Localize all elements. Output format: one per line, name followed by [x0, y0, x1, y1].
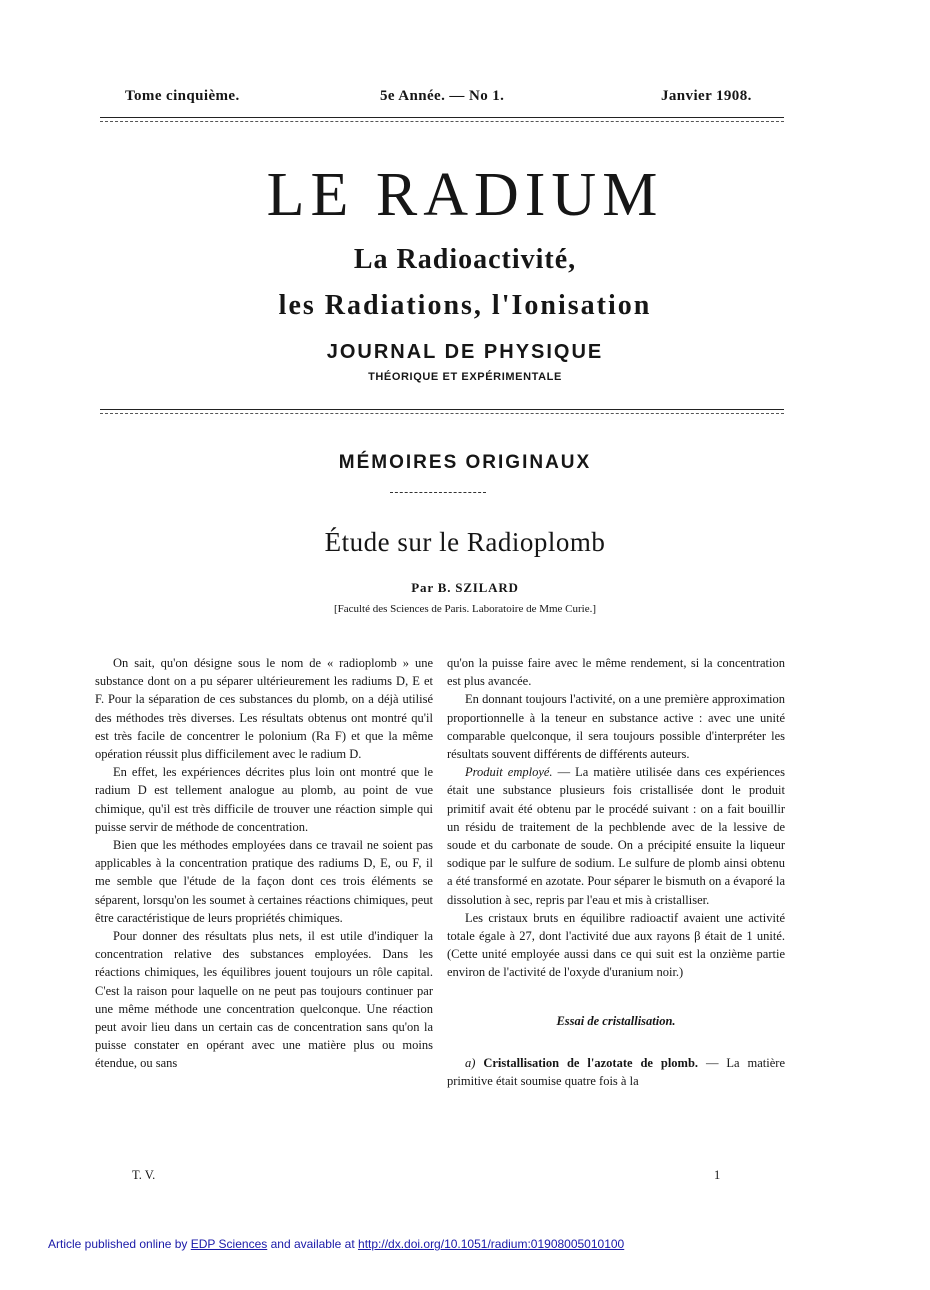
paragraph [447, 763, 785, 909]
subsection-title: Essai de cristallisation. [556, 1013, 676, 1028]
paragraph: En donnant toujours l'activité, on a une première approximation proportionnelle à la teneur en substance active : avec une unité comparable quelconque, il sera toujours possible d'interpréter les résultats souvent différents de différents auteurs. [447, 692, 785, 762]
paragraph: Pour donner des résultats plus nets, il est utile d'indiquer la concentration relative des substances employées. Dans les réactions chimiques, les équilibres jouent toujours un rôle capital. C'est la raison pour laquelle on ne peut pas toujours continuer par une même méthode une concentration quelconque. Une réaction peut avoir lieu dans un certain cas de concentration sans qu'on la puisse constater en opérant avec une matière plus ou moins étendue, ou sans [95, 929, 433, 1071]
section-title: MÉMOIRES ORIGINAUX [338, 452, 592, 473]
paragraph-text: — La matière utilisée dans ces expériences était une substance plusieurs fois cristallisée dont le produit primitif avait été obtenu par le procédé suivant : on a fait bouillir un résidu de traitement de la pechblende avec de la lessive de soude et du carbonate de soude. On a précipité ensuite la liqueur sodique par le sulfure de sodium. Le sulfure de plomb ainsi obtenu a été transformé en azotate. Pour séparer le bismuth on a évaporé la dissolution à sec, repris par l'eau et mis à cristalliser. [447, 765, 785, 907]
paragraph: On sait, qu'on désigne sous le nom de « radioplomb » une substance dont on a pu séparer ultérieurement les radiums D, E et F. Pour la séparation de ces substances du plomb, on a déjà utilisé des méthodes très diverses. Les résultats obtenus ont montré qu'il est très facile de concentrer le polonium (Ra F) et que la même opération réussit plus difficilement avec le radium D. [95, 656, 433, 762]
paragraph: En effet, les expériences décrites plus loin ont montré que le radium D est tellement analogue au plomb, au point de vue chimique, qu'il est très difficile de trouver une réaction simple qui puisse servir de méthode de concentration. [95, 765, 433, 834]
paragraph [447, 1054, 785, 1090]
section-divider [390, 492, 486, 493]
paragraph: Les cristaux bruts en équilibre radioactif avaient une activité totale égale à 27, dont l'activité due aux rayons β était de 1 unité. (Cette unité employée aussi dans ce qui suit est la onzième partie environ de l'activité de l'oxyde d'uranium noir.) [447, 910, 785, 980]
journal-title: LE RADIUM [266, 161, 664, 229]
publication-footer [48, 1237, 624, 1251]
journal-name: JOURNAL DE PHYSIQUE [326, 341, 604, 363]
signature-mark: T. V. [132, 1168, 156, 1182]
paragraph-continued: qu'on la puisse faire avec le même rendement, si la concentration est plus avancée. [447, 656, 785, 689]
date-label: Janvier 1908. [661, 88, 752, 104]
masthead-rule-top [100, 409, 784, 410]
left-column [95, 654, 433, 1073]
journal-subname: THÉORIQUE ET EXPÉRIMENTALE [368, 371, 562, 383]
publisher-link[interactable]: EDP Sciences [190, 1237, 268, 1251]
header-rule-bottom [100, 121, 784, 122]
paragraph: Bien que les méthodes employées dans ce travail ne soient pas applicables à la concentration pratique des radiums D, E, ou F, il me semble que l'étude de la façon dont ces trois éléments se séparent, lorsqu'on les soumet à certaines réactions chimiques, peut être caractéristique de leurs propriétés chimiques. [95, 838, 433, 925]
header-rule-top [100, 117, 784, 118]
article-author: Par B. SZILARD [411, 580, 519, 595]
footer-middle: and available at [270, 1237, 355, 1251]
article-affiliation: [Faculté des Sciences de Paris. Laboratoire de Mme Curie.] [333, 603, 597, 615]
doi-link[interactable]: http://dx.doi.org/10.1051/radium:01908005010100 [358, 1237, 625, 1251]
footer-prefix: Article published online by [48, 1237, 188, 1251]
journal-subtitle-1: La Radioactivité, [353, 244, 577, 275]
article-title: Étude sur le Radioplomb [324, 527, 606, 557]
masthead-rule-bottom [100, 413, 784, 414]
paragraph-label: Cristallisation de l'azotate de plomb. [483, 1055, 699, 1070]
paragraph-label: Produit employé. [465, 765, 553, 780]
page-number: 1 [714, 1168, 721, 1182]
right-column [447, 654, 785, 1090]
volume-label: Tome cinquième. [125, 88, 240, 104]
issue-label: 5e Année. — No 1. [380, 88, 505, 104]
journal-subtitle-2: les Radiations, l'Ionisation [278, 290, 652, 321]
paragraph-text: — La matière primitive était soumise quatre fois à la [447, 1055, 786, 1089]
paragraph-prefix: a) [465, 1055, 476, 1070]
